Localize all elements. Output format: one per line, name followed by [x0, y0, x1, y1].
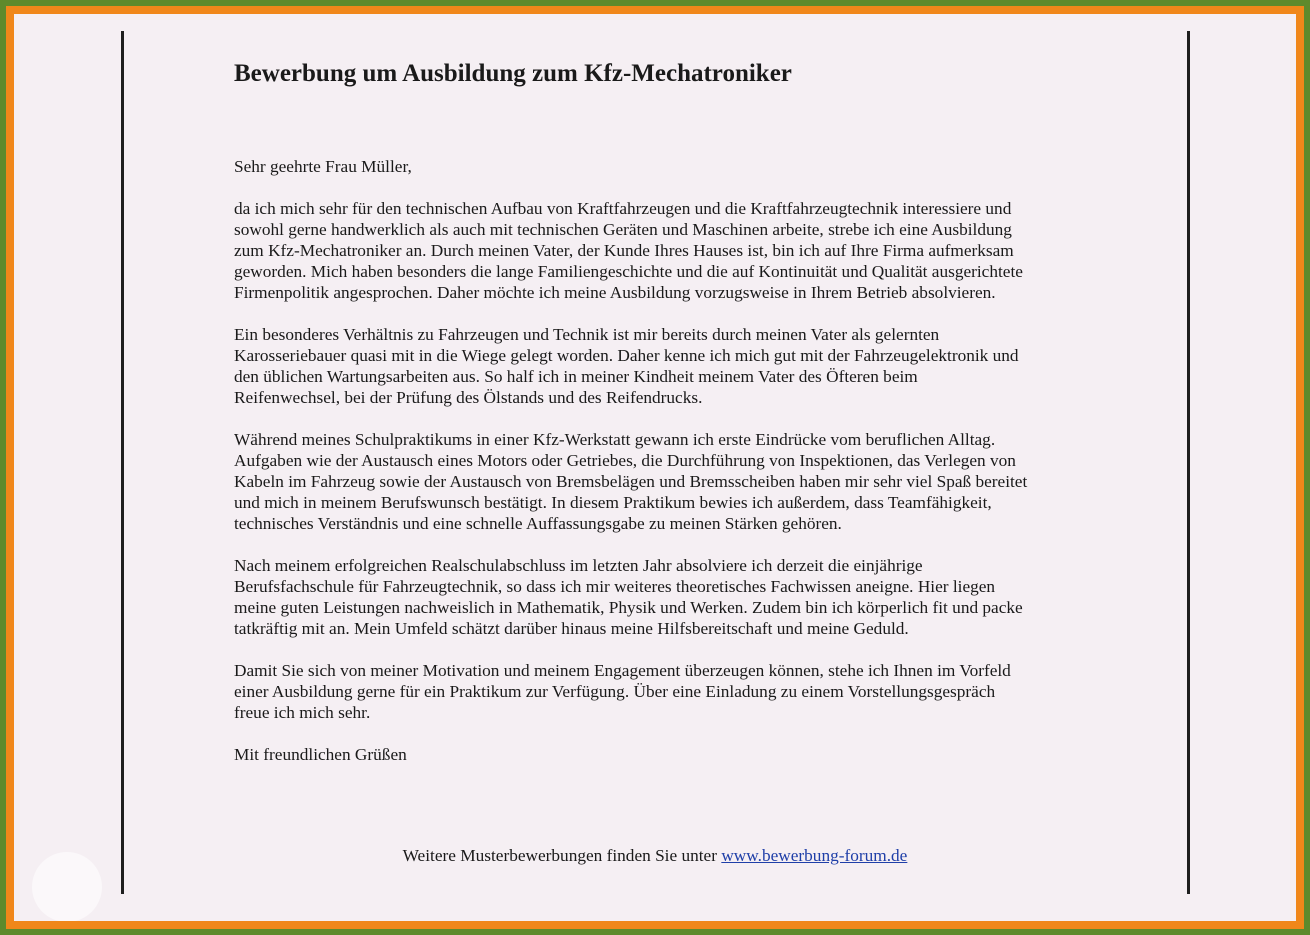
- footer-text: Weitere Musterbewerbungen finden Sie unter: [402, 846, 722, 865]
- text-line: einer Ausbildung gerne für ein Praktikum zur Verfügung. Über eine Einladung zu einem Vorstellungsgespräch: [234, 682, 996, 701]
- text-line: Während meines Schulpraktikums in einer Kfz-Werkstatt gewann ich erste Eindrücke vom beruflichen Alltag.: [234, 430, 996, 449]
- text-line: technisches Verständnis und eine schnelle Auffassungsgabe zu meinen Stärken gehören.: [234, 514, 842, 533]
- closing: Mit freundlichen Grüßen: [234, 745, 407, 764]
- salutation: Sehr geehrte Frau Müller,: [234, 157, 412, 176]
- footer: [14, 845, 1296, 866]
- text-line: Ein besonderes Verhältnis zu Fahrzeugen und Technik ist mir bereits durch meinen Vater als gelernten: [234, 325, 940, 344]
- paragraph-3: [234, 429, 1084, 534]
- text-line: meine guten Leistungen nachweislich in Mathematik, Physik und Werken. Zudem bin ich körperlich fit und packe: [234, 598, 1023, 617]
- text-line: geworden. Mich haben besonders die lange Familiengeschichte und die auf Kontinuität und Qualität ausgerichtete: [234, 262, 1023, 281]
- text-line: Karosseriebauer quasi mit in die Wiege gelegt worden. Daher kenne ich mich gut mit der Fahrzeugelektronik und: [234, 346, 1019, 365]
- text-line: tatkräftig mit an. Mein Umfeld schätzt darüber hinaus meine Hilfsbereitschaft und meine Geduld.: [234, 619, 909, 638]
- text-line: da ich mich sehr für den technischen Aufbau von Kraftfahrzeugen und die Kraftfahrzeugtechnik interessiere und: [234, 199, 1012, 218]
- text-line: den üblichen Wartungsarbeiten aus. So half ich in meiner Kindheit meinem Vater des Öfteren beim: [234, 367, 918, 386]
- left-vertical-rule: [121, 31, 124, 894]
- text-line: Aufgaben wie der Austausch eines Motors oder Getriebes, die Durchführung von Inspektionen, das Verlegen von: [234, 451, 1016, 470]
- letter-page: [14, 14, 1296, 921]
- text-line: Nach meinem erfolgreichen Realschulabschluss im letzten Jahr absolviere ich derzeit die einjährige: [234, 556, 923, 575]
- footer-link[interactable]: www.bewerbung-forum.de: [721, 846, 908, 865]
- text-line: Berufsfachschule für Fahrzeugtechnik, so dass ich mir weiteres theoretisches Fachwissen aneigne. Hier liegen: [234, 577, 996, 596]
- letter-title: Bewerbung um Ausbildung zum Kfz-Mechatroniker: [234, 60, 792, 87]
- text-line: zum Kfz-Mechatroniker an. Durch meinen Vater, der Kunde Ihres Hauses ist, bin ich auf Ihre Firma aufmerksam: [234, 241, 1014, 260]
- text-line: Reifenwechsel, bei der Prüfung des Ölstands und des Reifendrucks.: [234, 388, 703, 407]
- paragraph-5: [234, 660, 1084, 723]
- text-line: Kabeln im Fahrzeug sowie der Austausch von Bremsbelägen und Bremsscheiben haben mir sehr viel Spaß bereitet: [234, 472, 1028, 491]
- right-vertical-rule: [1187, 31, 1190, 894]
- paragraph-2: [234, 324, 1084, 408]
- text-line: und mich in meinem Berufswunsch bestätigt. In diesem Praktikum bewies ich außerdem, dass Teamfähigkeit,: [234, 493, 992, 512]
- text-line: Firmenpolitik angesprochen. Daher möchte ich meine Ausbildung vorzugsweise in Ihrem Betrieb absolvieren.: [234, 283, 996, 302]
- letter-body: [234, 58, 1084, 765]
- text-line: Damit Sie sich von meiner Motivation und meinem Engagement überzeugen können, stehe ich Ihnen im Vorfeld: [234, 661, 1011, 680]
- paragraph-1: [234, 198, 1084, 303]
- text-line: sowohl gerne handwerklich als auch mit technischen Geräten und Maschinen arbeite, strebe ich eine Ausbildung: [234, 220, 1012, 239]
- text-line: freue ich mich sehr.: [234, 703, 371, 722]
- paragraph-4: [234, 555, 1084, 639]
